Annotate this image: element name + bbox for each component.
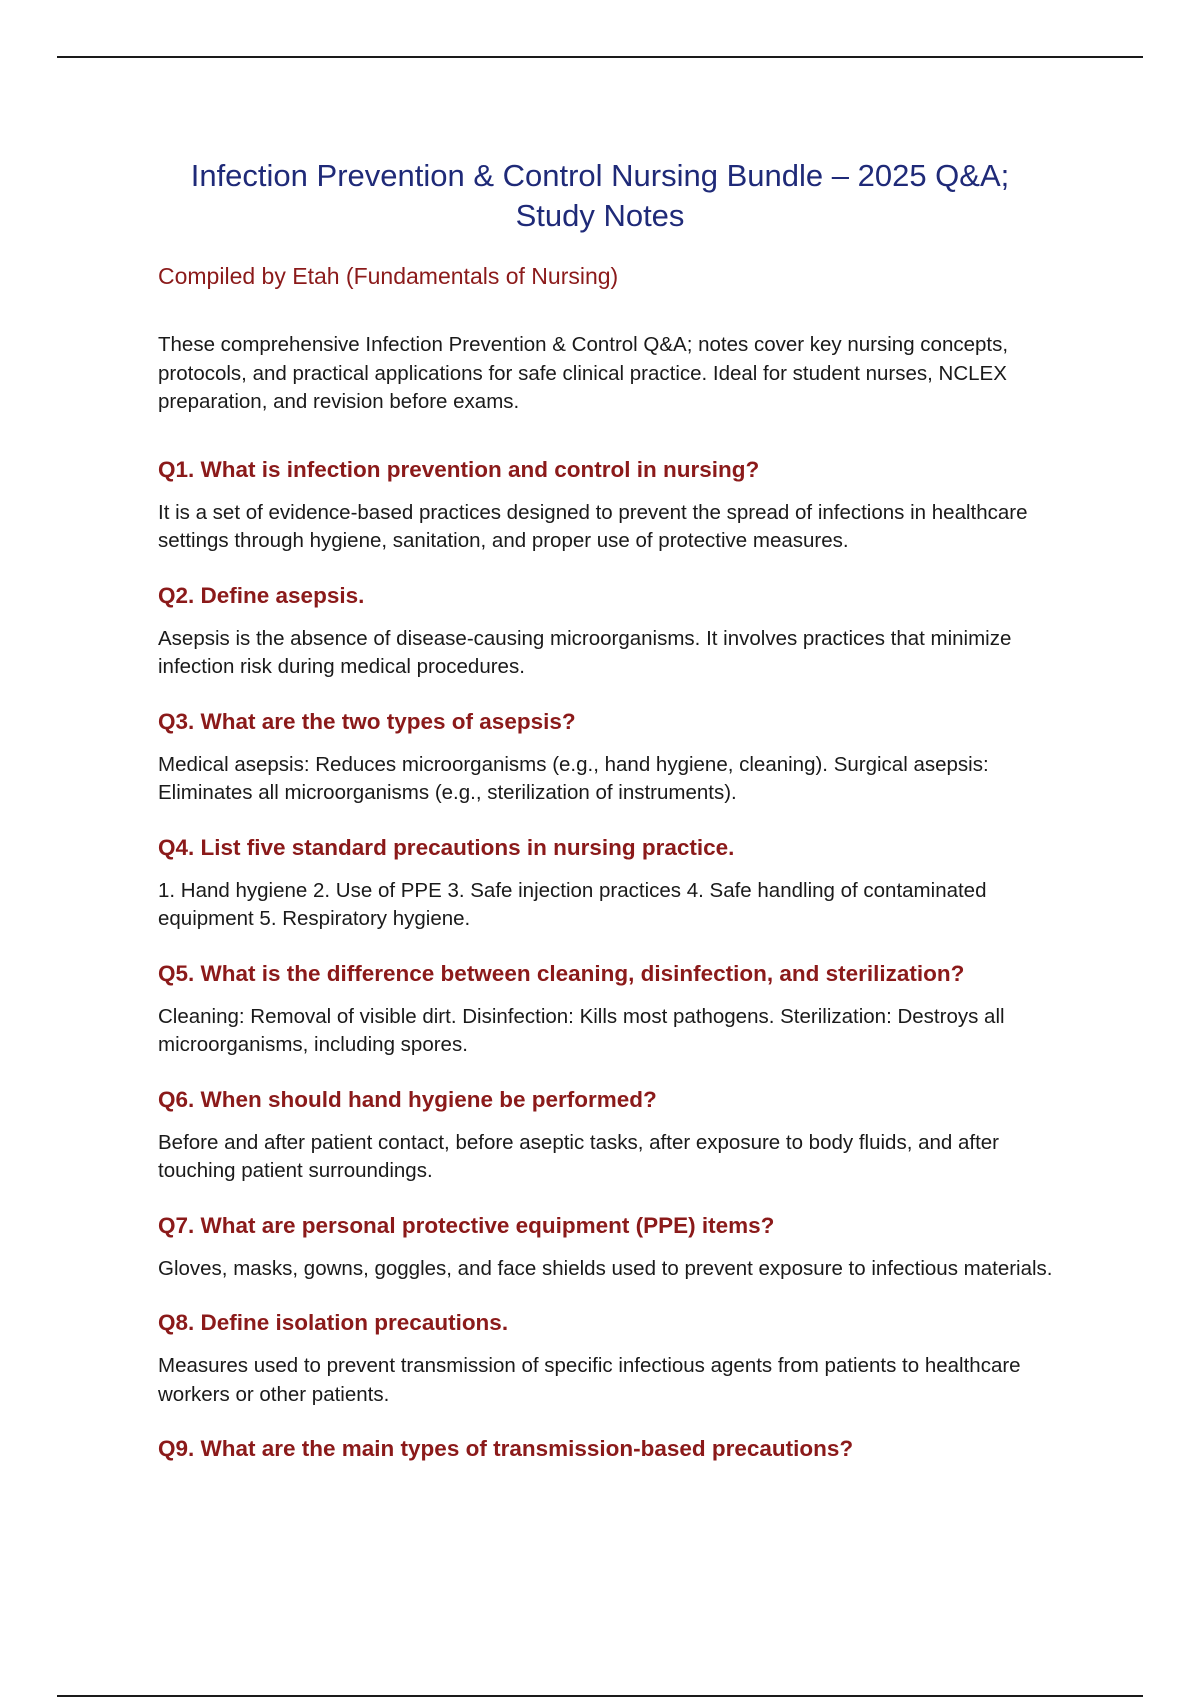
document-title: Infection Prevention & Control Nursing Bundle – 2025 Q&A; Study Notes (190, 158, 1010, 233)
intro-paragraph: These comprehensive Infection Prevention & Control Q&A; notes cover key nursing concepts, protocols, and practical applications for safe clinical practice. Ideal for student nurses, NCLEX preparation, and revision before exams. (158, 333, 1009, 413)
qa-item (158, 1434, 1058, 1463)
document-subtitle: Compiled by Etah (Fundamentals of Nursing) (158, 263, 619, 289)
top-rule (57, 56, 1143, 58)
question-heading: Q3. What are the two types of asepsis? (158, 708, 576, 734)
qa-item (158, 1308, 1058, 1409)
qa-item (158, 959, 1058, 1060)
question-heading: Q6. When should hand hygiene be performed? (158, 1086, 657, 1112)
question-heading: Q2. Define asepsis. (158, 582, 365, 608)
answer-text: Measures used to prevent transmission of specific infectious agents from patients to healthcare workers or other patients. (158, 1354, 1021, 1406)
qa-item (158, 581, 1058, 682)
question-heading: Q4. List five standard precautions in nursing practice. (158, 834, 735, 860)
answer-text: Gloves, masks, gowns, goggles, and face shields used to prevent exposure to infectious materials. (158, 1256, 1053, 1280)
qa-item (158, 833, 1058, 934)
qa-list (158, 455, 1058, 1464)
answer-text: Asepsis is the absence of disease-causing microorganisms. It involves practices that minimize infection risk during medical procedures. (158, 626, 1012, 678)
qa-item (158, 1211, 1058, 1284)
question-heading: Q7. What are personal protective equipment (PPE) items? (158, 1212, 775, 1238)
question-heading: Q8. Define isolation precautions. (158, 1310, 509, 1335)
qa-item (158, 707, 1058, 808)
answer-text: Cleaning: Removal of visible dirt. Disinfection: Kills most pathogens. Sterilization: Destroys all microorganisms, including spores. (158, 1004, 1005, 1056)
bottom-rule (57, 1695, 1143, 1697)
qa-item (158, 455, 1058, 556)
question-heading: Q9. What are the main types of transmission-based precautions? (158, 1436, 854, 1461)
answer-text: It is a set of evidence-based practices designed to prevent the spread of infections in healthcare settings through hygiene, sanitation, and proper use of protective measures. (158, 500, 1028, 552)
answer-text: Medical asepsis: Reduces microorganisms (e.g., hand hygiene, cleaning). Surgical asepsis: Eliminates all microorganisms (e.g., sterilization of instruments). (158, 752, 989, 804)
qa-item (158, 1085, 1058, 1186)
answer-text: 1. Hand hygiene 2. Use of PPE 3. Safe injection practices 4. Safe handling of contaminated equipment 5. Respiratory hygiene. (158, 878, 987, 930)
question-heading: Q1. What is infection prevention and control in nursing? (158, 456, 760, 482)
answer-text: Before and after patient contact, before aseptic tasks, after exposure to body fluids, and after touching patient surroundings. (158, 1130, 1000, 1182)
page-content (158, 156, 1058, 1463)
question-heading: Q5. What is the difference between cleaning, disinfection, and sterilization? (158, 960, 965, 986)
